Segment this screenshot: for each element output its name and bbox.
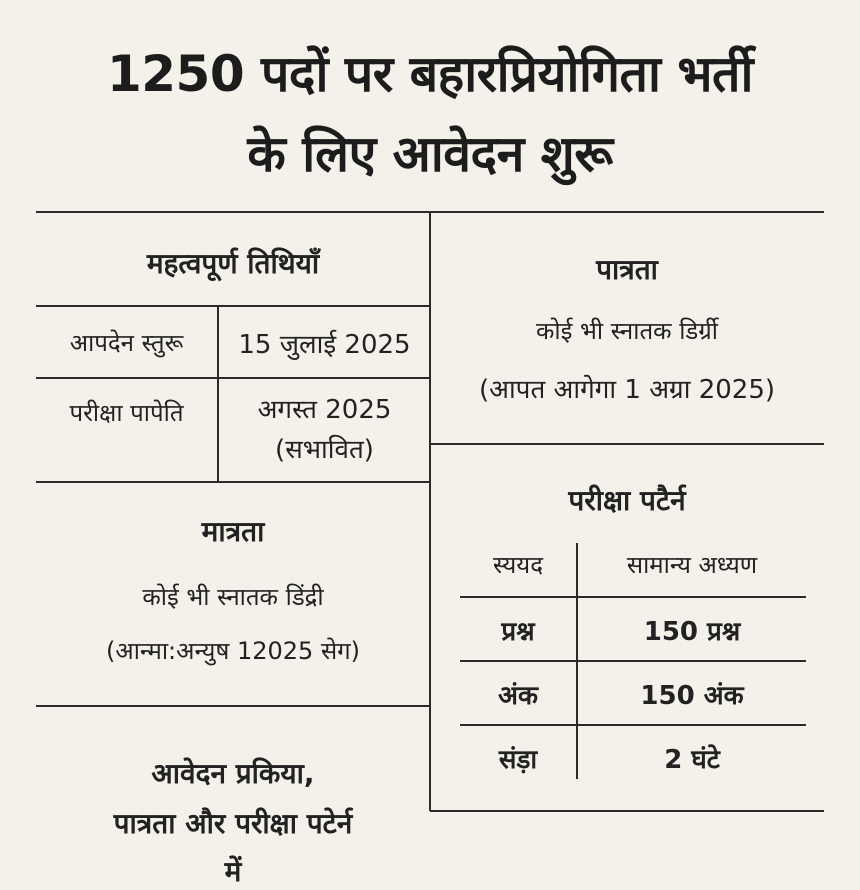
page-title-line-2: के लिए आवेदन शुरू xyxy=(247,125,613,183)
dates-row-label: आपदेन स्तुरू xyxy=(69,329,184,357)
eligibility-left-age: (आन्मा:अन्युष 12025 सेग) xyxy=(105,637,361,665)
application-process-line-1: आवेदन प्रकिया, xyxy=(151,757,315,790)
dates-row-value: अगस्त 2025 xyxy=(257,395,392,425)
exam-pattern-heading: परीक्षा पटैर्न xyxy=(568,484,686,517)
exam-table-rule-2 xyxy=(460,660,806,662)
exam-table-header-general-studies: सामान्य अध्यण xyxy=(626,551,758,579)
dates-row-rule xyxy=(36,377,430,379)
dates-row-value-note: (सभावित) xyxy=(275,435,374,465)
exam-table-row-label: अंक xyxy=(498,681,538,711)
eligibility-right-age: (आपत आगेगा 1 अग्रा 2025) xyxy=(478,375,776,405)
dates-heading-rule xyxy=(36,305,430,307)
eligibility-left-heading: मात्रता xyxy=(201,515,265,548)
dates-bottom-rule xyxy=(36,481,430,483)
important-dates-heading: महत्वपूर्ण तिथियाँ xyxy=(146,247,320,280)
exam-table-rule-3 xyxy=(460,724,806,726)
exam-table-row-label: संड़ा xyxy=(498,745,538,775)
dates-row-label: परीक्षा पापेति xyxy=(69,399,184,427)
eligibility-left-degree: कोई भी स्नातक डिंद्री xyxy=(142,583,324,611)
dates-row-value: 15 जुलाई 2025 xyxy=(238,330,411,360)
exam-table-row-label: प्रश्न xyxy=(501,617,535,647)
application-process-line-3: में xyxy=(224,855,242,888)
exam-table-row-value: 150 अंक xyxy=(640,681,744,711)
exam-table-rule-1 xyxy=(460,596,806,598)
eligibility-right-bottom-rule xyxy=(430,443,824,445)
exam-table-row-value: 2 घंटे xyxy=(664,745,720,775)
eligibility-right-degree: कोई भी स्नातक डिर्ग्री xyxy=(535,317,719,345)
exam-table-header-subject: स्ययद xyxy=(493,551,543,579)
exam-table-row-value: 150 प्रश्न xyxy=(643,617,741,647)
eligibility-right-heading: पात्रता xyxy=(596,253,658,286)
application-process-line-2: पात्रता और परीक्षा पटेर्न xyxy=(113,807,353,840)
page-title-line-1: 1250 पदों पर बहारप्रियोगिता भर्ती xyxy=(106,45,754,103)
eligibility-left-bottom-rule xyxy=(36,705,430,707)
bottom-rule-right xyxy=(430,810,824,812)
